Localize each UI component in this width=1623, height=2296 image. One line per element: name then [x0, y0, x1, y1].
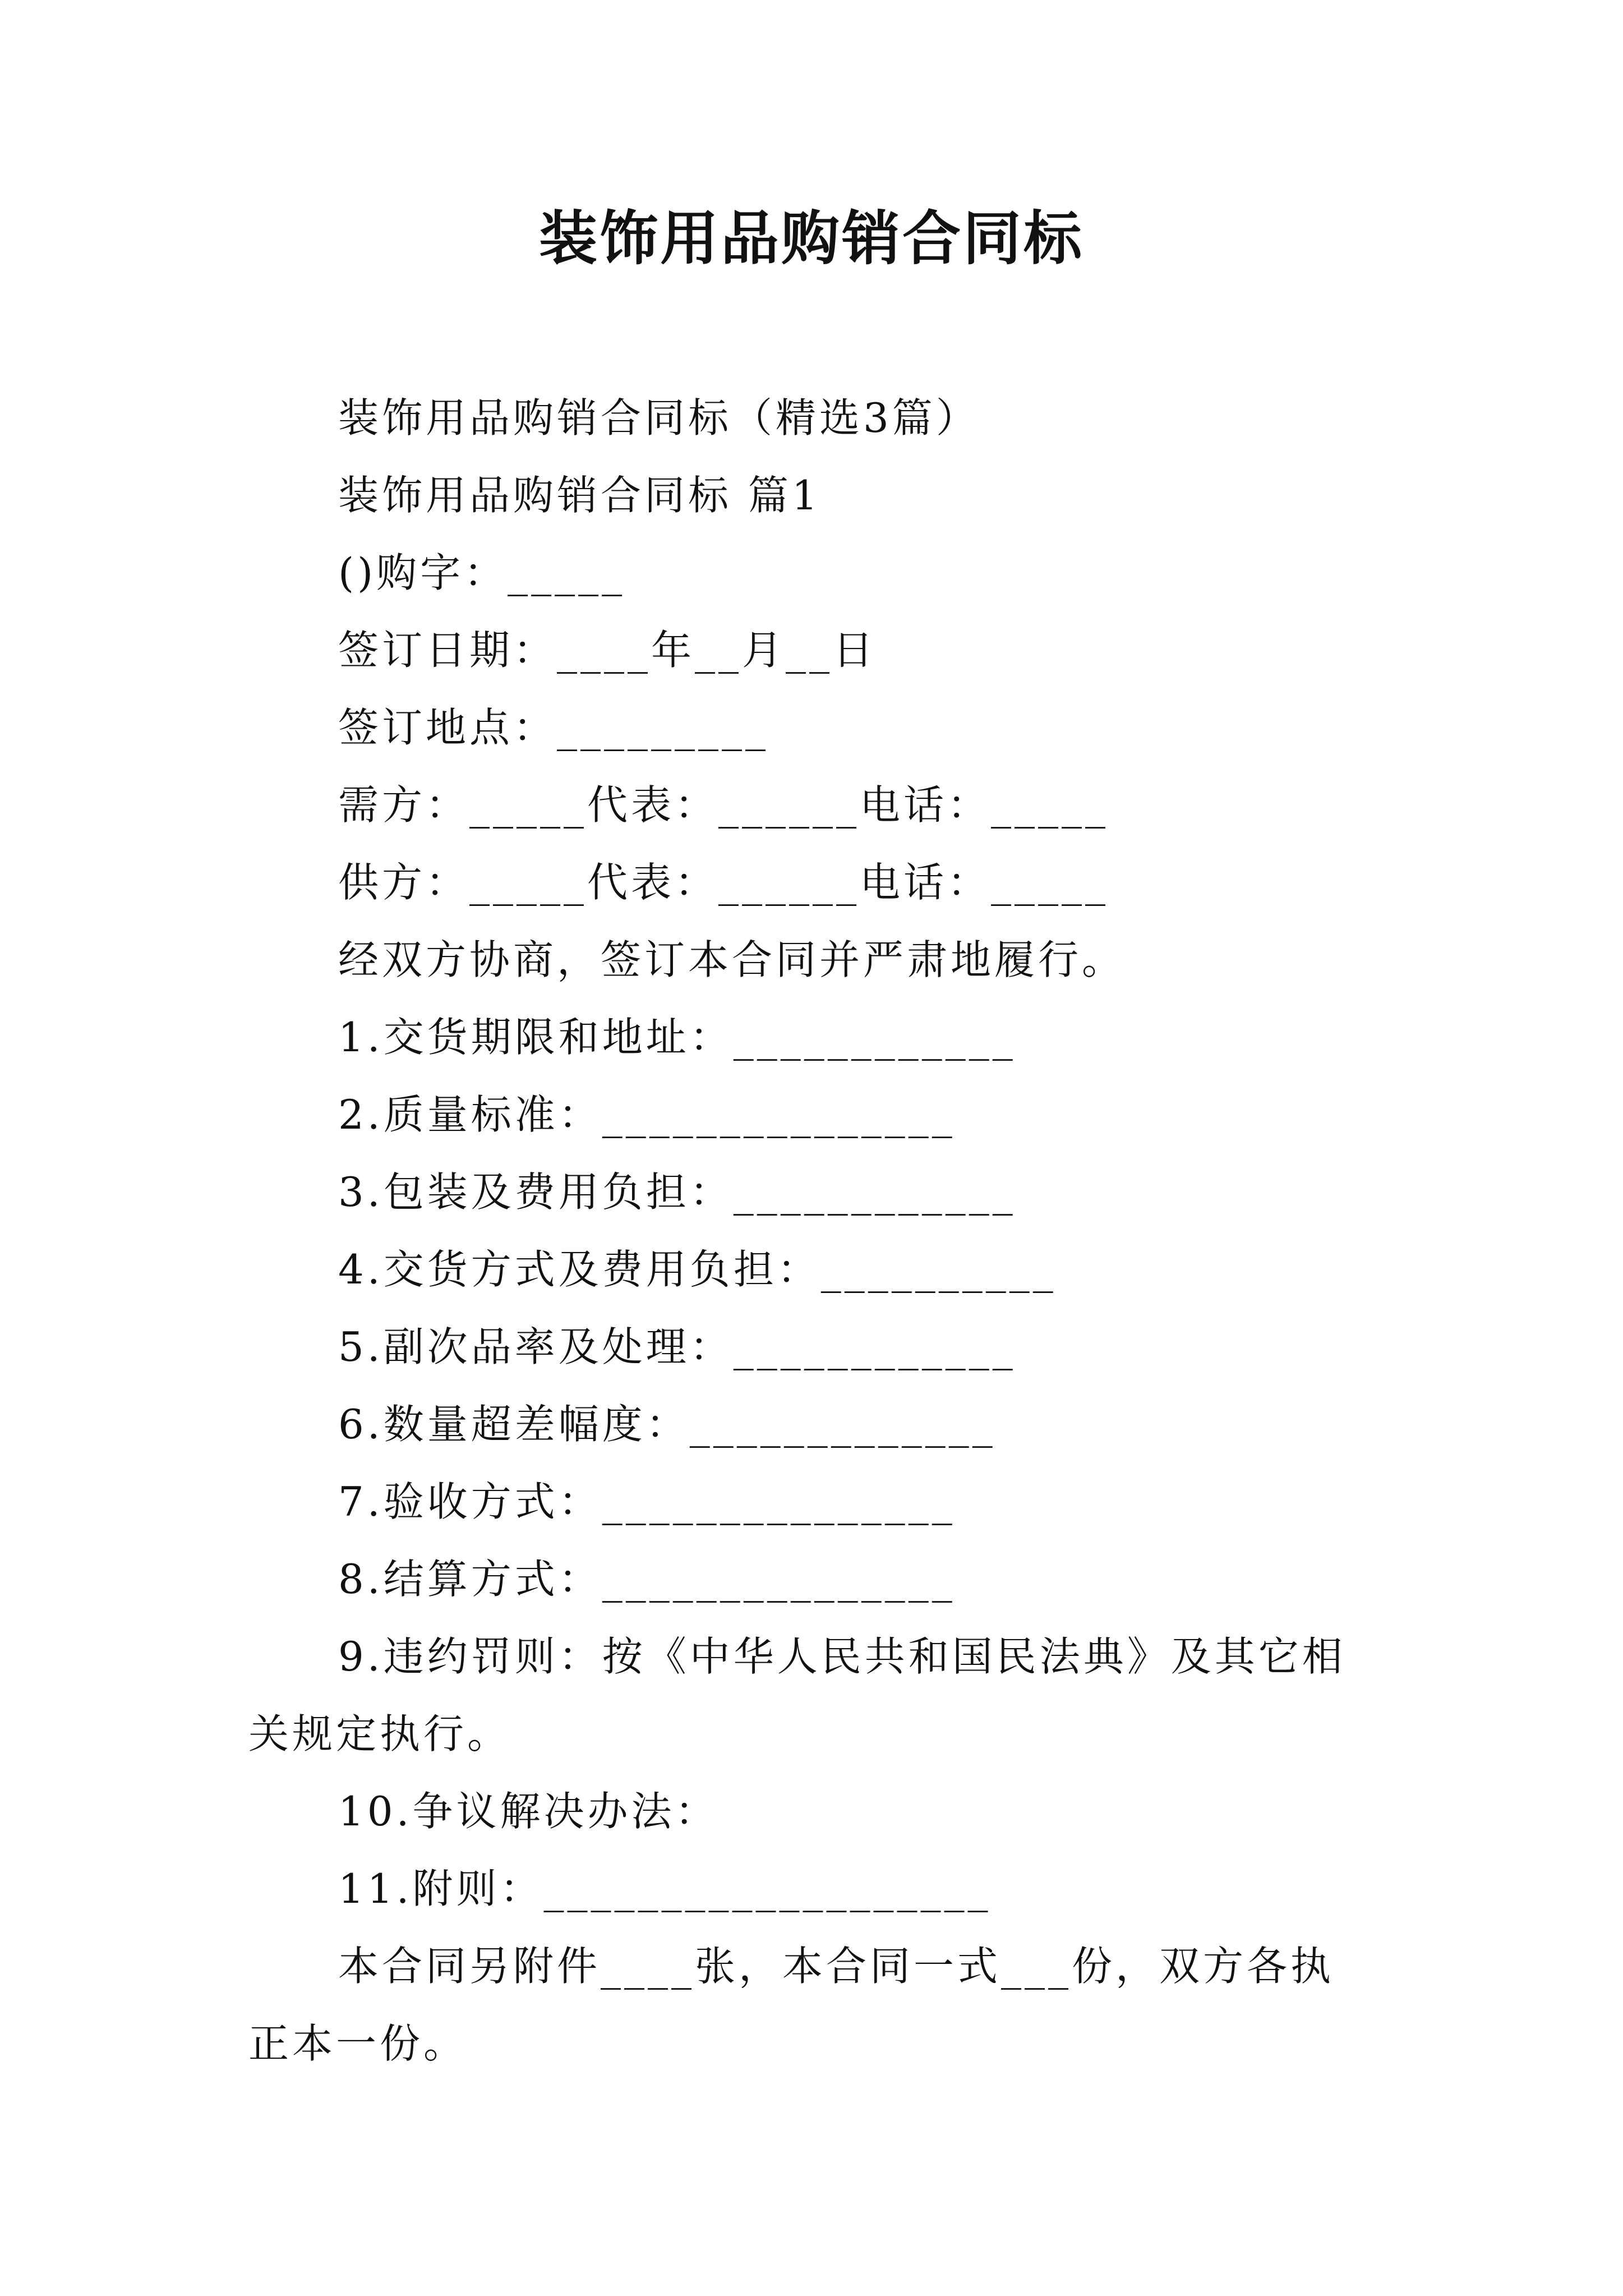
clause-3: 3.包装及费用负担：____________: [338, 1168, 1016, 1216]
signing-date-line: 签订日期：____年__月__日: [338, 627, 877, 674]
clause-6: 6.数量超差幅度：_____________: [338, 1401, 996, 1448]
buyer-line: 需方：_____代表：______电话：_____: [338, 781, 1109, 829]
agreement-line: 经双方协商，签订本合同并严肃地履行。: [338, 936, 1126, 983]
clause-4: 4.交货方式及费用负担：__________: [338, 1246, 1057, 1293]
clause-8: 8.结算方式：_______________: [338, 1556, 956, 1603]
document-title: 装饰用品购销合同标: [538, 204, 1084, 273]
contract-number-line: ()购字：_____: [338, 549, 626, 596]
clause-7: 7.验收方式：_______________: [338, 1478, 956, 1525]
document-body: [248, 379, 1376, 2082]
section-heading: 装饰用品购销合同标 篇1: [338, 472, 821, 519]
clause-1: 1.交货期限和地址：____________: [338, 1014, 1016, 1061]
subtitle-line: 装饰用品购销合同标（精选3篇）: [338, 394, 980, 441]
clause-11: 11.附则：___________________: [338, 1865, 992, 1912]
clause-2: 2.质量标准：_______________: [338, 1091, 956, 1138]
clause-9: 9.违约罚则：按《中华人民共和国民法典》及其它相关规定执行。: [248, 1633, 1346, 1757]
attachment-line: 本合同另附件____张，本合同一式___份，双方各执正本一份。: [248, 1943, 1335, 2067]
clause-5: 5.副次品率及处理：____________: [338, 1323, 1016, 1370]
clause-10: 10.争议解决办法：: [338, 1788, 719, 1835]
signing-place-line: 签订地点：_________: [338, 704, 769, 751]
supplier-line: 供方：_____代表：______电话：_____: [338, 859, 1109, 906]
